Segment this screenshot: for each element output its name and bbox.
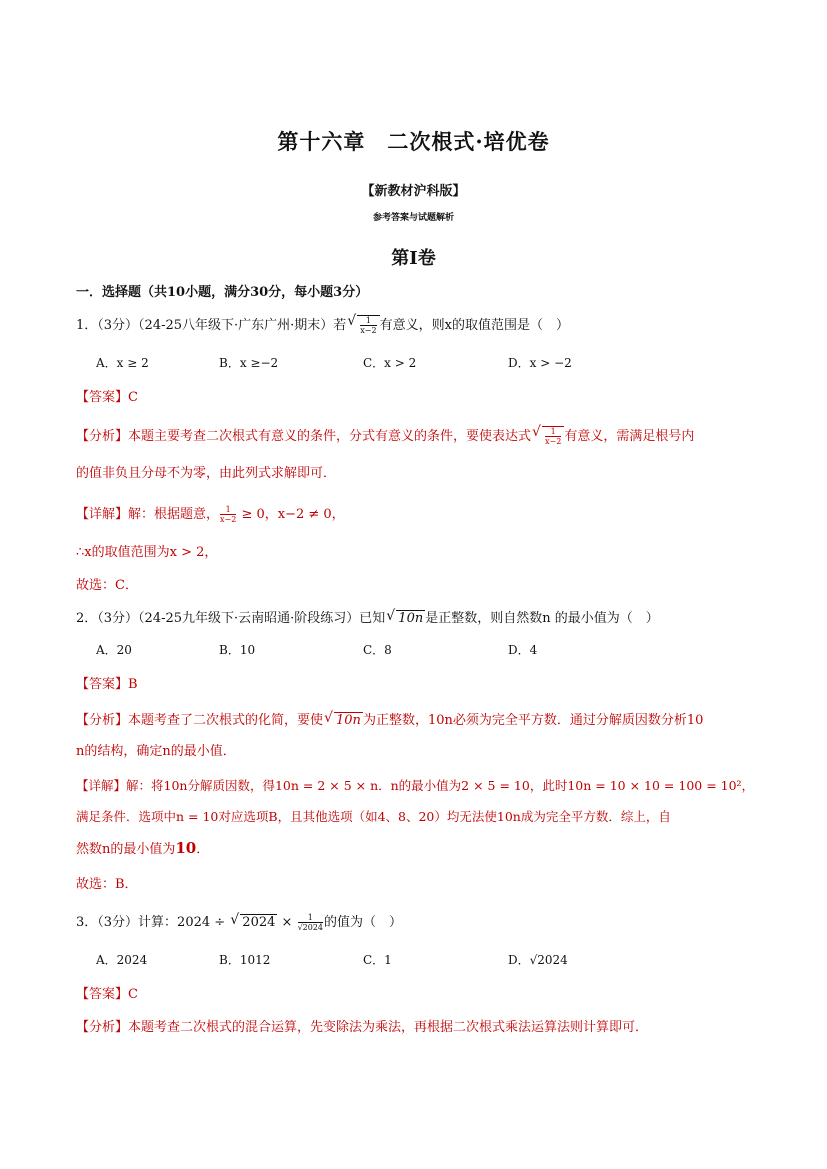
q1-conclusion: ∴x的取值范围为x > 2， xyxy=(76,545,218,560)
q3-option-a: A．2024 xyxy=(96,953,148,967)
q2-choice: 故选：B． xyxy=(76,877,138,892)
q3-frac-den: √2024 xyxy=(297,923,324,932)
q1-analysis-frac-den: x−2 xyxy=(545,437,562,446)
question-2-stem xyxy=(76,607,659,626)
subtitle: 参考答案与试题解析 xyxy=(372,213,454,223)
q1-analysis-frac-num: √ 1 xyxy=(545,427,561,437)
q1-frac-num: √ 1 xyxy=(360,316,376,326)
q1-detail-frac-den: x−2 xyxy=(220,515,237,524)
q3-option-d: D．√2024 xyxy=(508,953,568,967)
q1-analysis-sqrt xyxy=(533,426,564,446)
q1-option-d: D．x > −2 xyxy=(508,356,572,370)
q2-detail-line2: 满足条件．选项中n = 10对应选项B，且其他选项（如4、8、20）均无法使10n成为完全平方数．综上，自 xyxy=(76,809,671,824)
q3-analysis: 【分析】本题考查二次根式的混合运算，先变除法为乘法，再根据二次根式乘法运算法则计算即可． xyxy=(76,1020,649,1035)
section-heading: 一．选择题（共10小题，满分30分，每小题3分） xyxy=(76,285,369,300)
q1-detail-prefix: 【详解】解：根据题意， xyxy=(76,507,220,522)
q2-analysis-prefix: 【分析】本题考查了二次根式的化简，要使 xyxy=(76,713,324,728)
volume-heading: 第I卷 xyxy=(391,248,436,269)
q1-detail xyxy=(76,503,345,524)
q2-analysis-line1 xyxy=(76,709,703,728)
q3-stem-rad: 2024 xyxy=(242,915,276,930)
q2-stem-sqrt xyxy=(387,610,425,626)
q3-stem-times: × xyxy=(277,915,297,930)
q3-stem-prefix: 3．（3分）计算：2024 ÷ xyxy=(76,915,230,930)
q1-detail-mid: ≥ 0，x−2 ≠ 0， xyxy=(237,507,345,522)
edition-label: 【新教材沪科版】 xyxy=(361,184,466,199)
q3-stem-frac xyxy=(298,913,323,932)
q1-analysis-line2: 的值非负且分母不为零，由此列式求解即可． xyxy=(76,466,337,481)
q2-option-d: D．4 xyxy=(508,643,538,657)
q1-option-c: C．x > 2 xyxy=(363,356,417,370)
q3-stem-sqrt xyxy=(231,914,277,930)
q1-stem-suffix: 有意义，则x的取值范围是（ ） xyxy=(379,318,569,333)
q3-option-c: C．1 xyxy=(363,953,392,967)
q1-detail-frac xyxy=(220,505,236,524)
q1-stem-sqrt xyxy=(348,315,379,335)
q2-stem-prefix: 2．（3分）（24-25九年级下·云南昭通·阶段练习）已知 xyxy=(76,611,386,626)
q1-option-b: B．x ≥−2 xyxy=(219,356,279,370)
q3-option-b: B．1012 xyxy=(219,953,271,967)
page-title: 第十六章 二次根式·培优卷 xyxy=(277,129,550,154)
q1-analysis-prefix: 【分析】本题主要考查二次根式有意义的条件，分式有意义的条件，要使表达式 xyxy=(76,429,532,444)
q2-analysis-sqrt xyxy=(325,712,363,728)
q2-detail-line1: 【详解】解：将10n分解质因数，得10n = 2 × 5 × n．n的最小值为2 × 5 = 10，此时10n = 10 × 10 = 100 = 10²， xyxy=(76,778,755,793)
q1-analysis-line1 xyxy=(76,425,694,446)
q1-analysis-suffix: 有意义，需满足根号内 xyxy=(564,429,695,444)
q2-detail-line3-bold: 10 xyxy=(175,839,197,857)
q1-detail-frac-num: 1 xyxy=(220,505,236,515)
q2-detail-line3-prefix: 然数n的最小值为 xyxy=(76,842,176,857)
q2-analysis-rad: 10n xyxy=(336,713,361,728)
q2-option-a: A．20 xyxy=(96,643,132,657)
q2-detail-line3-suffix: ． xyxy=(196,842,210,857)
q3-stem-suffix: 的值为（ ） xyxy=(324,915,403,930)
q3-frac-num: 1 xyxy=(298,913,323,923)
q2-stem-suffix: 是正整数，则自然数n 的最小值为（ ） xyxy=(425,611,659,626)
question-1-stem xyxy=(76,314,569,335)
q3-answer: 【答案】C xyxy=(76,987,138,1002)
q1-frac-den: x−2 xyxy=(360,326,377,335)
q2-stem-rad: 10n xyxy=(398,611,424,626)
q2-detail-line3 xyxy=(76,838,209,857)
q2-option-b: B．10 xyxy=(219,643,256,657)
q2-analysis-suffix: 为正整数，10n必须为完全平方数．通过分解质因数分析10 xyxy=(362,713,704,728)
question-3-stem xyxy=(76,911,402,932)
q2-option-c: C．8 xyxy=(363,643,392,657)
q1-option-a: A．x ≥ 2 xyxy=(96,356,149,370)
q2-analysis-line2: n的结构，确定n的最小值． xyxy=(76,744,236,759)
q1-stem-prefix: 1．（3分）（24-25八年级下·广东广州·期末）若 xyxy=(76,318,347,333)
q1-answer: 【答案】C xyxy=(76,390,138,405)
q1-choice: 故选：C． xyxy=(76,578,138,593)
q2-answer: 【答案】B xyxy=(76,677,138,692)
